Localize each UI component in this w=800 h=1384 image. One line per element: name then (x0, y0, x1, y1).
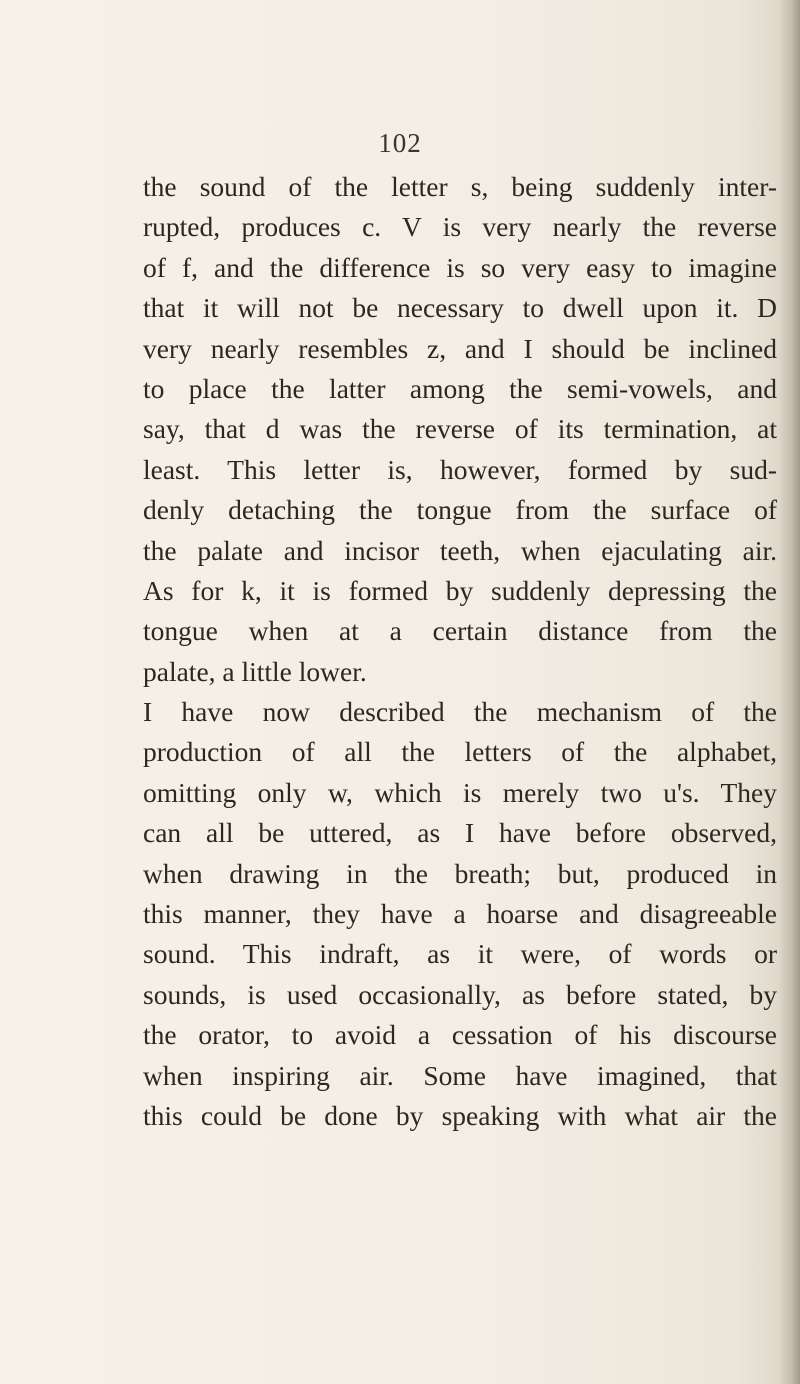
text-line: tongue when at a certain distance from the (143, 615, 777, 647)
text-line: production of all the letters of the alphabet, (143, 736, 777, 768)
text-line: rupted, produces c. V is very nearly the reverse (143, 211, 777, 243)
text-line: say, that d was the reverse of its termination, at (143, 413, 777, 445)
text-line: omitting only w, which is merely two u's. They (143, 776, 777, 808)
text-line: I have now described the mechanism of the (143, 696, 777, 728)
body-text (143, 167, 777, 1136)
text-line: when inspiring air. Some have imagined, that (143, 1059, 777, 1091)
text-line: the orator, to avoid a cessation of his discourse (143, 1019, 777, 1051)
text-line: this could be done by speaking with what air the (143, 1099, 777, 1131)
text-line: palate, a little lower. (143, 655, 367, 687)
page-edge-shadow (778, 0, 800, 1384)
text-line: to place the latter among the semi-vowels, and (143, 372, 777, 404)
text-line: this manner, they have a hoarse and disagreeable (143, 898, 777, 930)
text-line: the palate and incisor teeth, when ejaculating air. (143, 534, 777, 566)
page-number: 102 (378, 128, 422, 158)
text-line: very nearly resembles z, and I should be inclined (143, 332, 777, 364)
text-line: that it will not be necessary to dwell upon it. D (143, 292, 777, 324)
text-line: of f, and the difference is so very easy to imagine (143, 251, 777, 283)
text-line: least. This letter is, however, formed by sud- (143, 453, 777, 485)
text-line: the sound of the letter s, being suddenly inter- (143, 171, 777, 202)
text-line: sounds, is used occasionally, as before stated, by (143, 978, 777, 1010)
text-line: As for k, it is formed by suddenly depressing the (143, 574, 777, 606)
text-line: can all be uttered, as I have before observed, (143, 817, 777, 849)
text-line: denly detaching the tongue from the surface of (143, 494, 777, 526)
text-line: sound. This indraft, as it were, of words or (143, 938, 777, 970)
text-line: when drawing in the breath; but, produced in (143, 857, 777, 889)
